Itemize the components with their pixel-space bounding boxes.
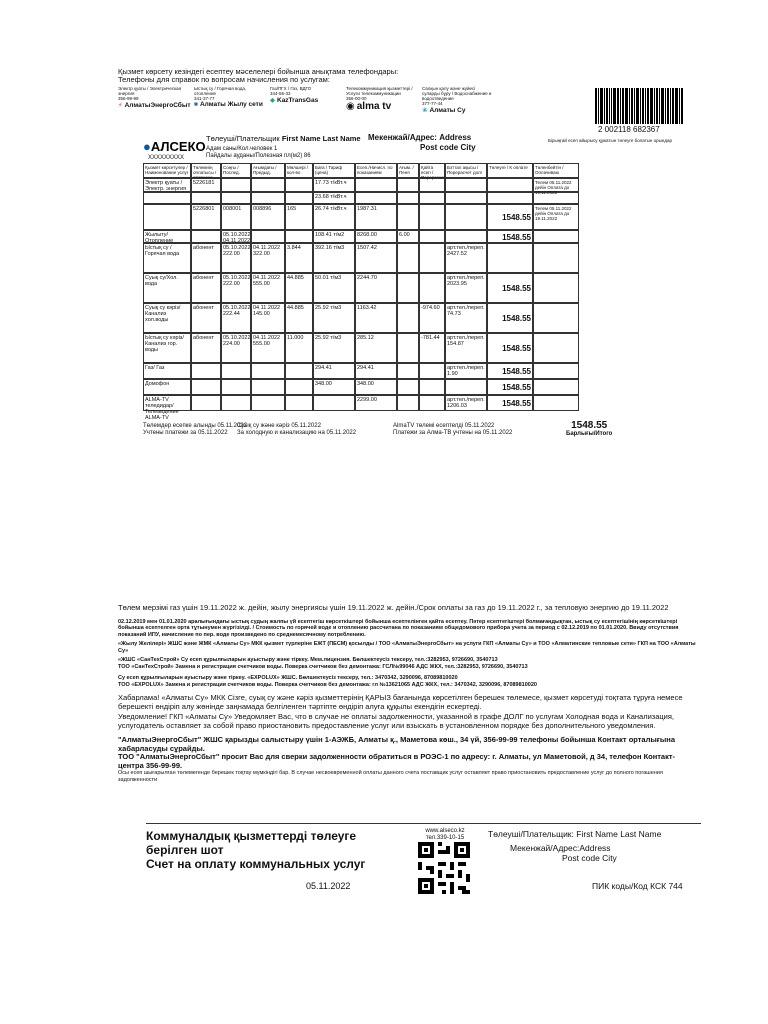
table-cell-note <box>533 303 579 333</box>
table-cell-counter <box>191 379 221 395</box>
bottom-address: Мекенжай/Адрес:Address <box>510 843 611 853</box>
table-cell-curr: 008896 <box>251 204 285 230</box>
table-cell-debt: арт.тел./переп. 74.73 <box>445 303 487 333</box>
table-cell-counter <box>191 395 221 411</box>
table-cell-counter: 5226801 <box>191 204 221 230</box>
table-cell-curr <box>251 379 285 395</box>
provider-name: Телекоммуникация қызметтері / Услуги телекоммуникации <box>346 86 413 96</box>
table-cell-note: Телем 05.11.2022 дейін Оплата до 19.11.2022 <box>533 204 579 230</box>
provider-item <box>346 86 418 114</box>
table-header-cell: Мөлшері / кол-во <box>285 163 313 178</box>
table-cell-pay: 1548.55 <box>487 395 533 411</box>
provider-logo: ⚡ АлматыЭнергоСбыт <box>118 101 191 109</box>
table-cell-pay: 1548.55 <box>487 333 533 363</box>
provider-phone: 344-55-33 <box>270 91 291 96</box>
table-cell-penalty <box>397 178 419 192</box>
table-cell-recalc <box>419 273 445 303</box>
table-cell-penalty <box>397 204 419 230</box>
footer-right: AlmaTV төлемі есептелді 05.11.2022 Платежи за Алма-ТВ учтены на 05.11.2022 <box>393 423 513 436</box>
deadline-note: Төлем мерзімі газ үшін 19.11.2022 ж. дейін, жылу энергиясы үшін 19.11.2022 ж. дейін./Срок оплаты за газ до 19.11.2022 г., за тепловую энергию до 19.11.2022 <box>118 603 669 612</box>
table-cell-debt <box>445 230 487 243</box>
table-cell-service: Жылыту/ Отопление <box>143 230 191 243</box>
table-cell-pay: 1548.55 <box>487 204 533 230</box>
table-cell-pay: 1548.55 <box>487 230 533 243</box>
table-cell-penalty: 6.00 <box>397 230 419 243</box>
residents: Адам саны/Кол.человек 1 <box>206 146 278 152</box>
invoice-title-ru: Счет на оплату коммунальных услуг <box>146 857 366 871</box>
table-cell-qty <box>285 192 313 204</box>
table-cell-recalc: -974.60 <box>419 303 445 333</box>
notes-section <box>118 604 698 783</box>
table-cell-debt <box>445 204 487 230</box>
barcode-number: 2 002118 682367 <box>598 125 660 134</box>
table-cell-accrued: 2299.00 <box>355 395 397 411</box>
table-cell-curr: 04.11.2022 555.00 <box>251 333 285 363</box>
table-cell-debt <box>445 178 487 192</box>
provider-name: Салқын қалу және жүйесі суларды бұру / Водоснабжение и водоотведение <box>422 86 492 101</box>
invoice-title-kz-2: берілген шот <box>146 843 224 857</box>
table-cell-note <box>533 230 579 243</box>
table-cell-pay: 1548.55 <box>487 273 533 303</box>
table-cell-note: Телем 05.11.2022 дейін Оплата до 19.11.2022 <box>533 178 579 192</box>
table-cell-tariff: 348.00 <box>313 379 355 395</box>
footer-left: Төлемдер есепке алынды 05.11.2022 Учтены платежи за 05.11.2022 <box>143 423 247 436</box>
table-cell-tariff: 50.01 т/м3 <box>313 273 355 303</box>
payer-label: Төлеуші/Плательщик <box>206 134 280 143</box>
table-cell-counter: абонент <box>191 303 221 333</box>
table-cell-tariff: 26.74 т/кВт.ч <box>313 204 355 230</box>
table-cell-note <box>533 363 579 379</box>
table-header-cell: Қызмет көрсетулер / Наименование услуг <box>143 163 191 178</box>
table-cell-prev <box>221 192 251 204</box>
table-cell-accrued: 1507.42 <box>355 243 397 273</box>
grand-total-value: 1548.55 <box>571 420 608 431</box>
table-cell-service <box>143 204 191 230</box>
footer-mid: Суық су және кәріз 05.11.2022 За холодную и канализацию на 05.11.2022 <box>237 423 357 436</box>
invoice-title-kz-1: Коммуналдық қызметтерді төлеуге <box>146 829 357 843</box>
bottom-post-city: Post code City <box>562 853 617 863</box>
table-cell-accrued: 2244.70 <box>355 273 397 303</box>
provider-logo: ■ Алматы Жылу сети <box>194 101 263 108</box>
table-cell-note <box>533 333 579 363</box>
table-cell-note <box>533 243 579 273</box>
table-cell-recalc: -781.44 <box>419 333 445 363</box>
address-line <box>368 134 471 143</box>
table-cell-tariff: 294.41 <box>313 363 355 379</box>
area: Пайдалы ауданы/Полезная пл(м2) 86 <box>206 153 311 159</box>
table-cell-recalc <box>419 192 445 204</box>
site: www.alseco.kz тел.339-10-15 <box>425 828 465 841</box>
provider-item <box>270 86 342 114</box>
table-cell-recalc <box>419 395 445 411</box>
table-cell-curr <box>251 178 285 192</box>
table-cell-qty <box>285 230 313 243</box>
table-cell-penalty <box>397 333 419 363</box>
bottom-payer: Төлеуші/Плательщик: First Name Last Name <box>488 829 662 839</box>
table-cell-debt <box>445 192 487 204</box>
phones-header <box>118 68 498 84</box>
provider-name: Ыстық су / Горячая вода, отопление <box>194 86 247 96</box>
table-cell-penalty <box>397 363 419 379</box>
table-cell-tariff: 392.16 т/м3 <box>313 243 355 273</box>
table-cell-penalty <box>397 192 419 204</box>
table-cell-debt <box>445 379 487 395</box>
table-cell-prev <box>221 178 251 192</box>
table-cell-penalty <box>397 379 419 395</box>
table-cell-recalc <box>419 230 445 243</box>
table-cell-prev <box>221 395 251 411</box>
table-cell-service: Домофон <box>143 379 191 395</box>
note-p11: Осы есеп шығарылған төлемегенде берешек тоқтау мүмкіндігі бар. В случае несвоевременной оплаты данного счета поставщик услуг оставляет право приостановить предоставление услуг до полного погашения задолженности <box>118 770 663 783</box>
grand-total <box>566 420 612 438</box>
post-city: Post code City <box>420 143 476 152</box>
note-p2: «Жылу Желілері» ЖШС және ЖМК «Алматы Су» МКК қызмет түрлеріне ЕЖТ (ПЕСМ) қосылды / ТОО «АлматыЭнергоСбыт» на услуги ГКП «Алматы Су» и ТОО «Алматинские тепловые сети» ГКП на ТОО «Алматы Су» <box>118 641 696 654</box>
account-number: XXXXXXXXX <box>148 155 185 161</box>
table-cell-penalty <box>397 273 419 303</box>
provider-list <box>118 86 498 114</box>
provider-phone: 356-00-00 <box>346 96 367 101</box>
table-cell-penalty <box>397 243 419 273</box>
table-cell-debt: арт.тел./переп. 2023.95 <box>445 273 487 303</box>
table-cell-service: Электр қуаты / Электр. энергия <box>143 178 191 192</box>
provider-item <box>194 86 266 114</box>
table-cell-curr: 04.11.2022 555.00 <box>251 273 285 303</box>
table-cell-penalty <box>397 395 419 411</box>
table-cell-counter: абонент <box>191 333 221 363</box>
table-header-cell: Төлемнің оплатысы / оплачено <box>191 163 221 178</box>
table-cell-service: ALMA-TV теледидар/ Телевидение ALMA-TV <box>143 395 191 411</box>
invoice-date: 05.11.2022 <box>306 881 351 891</box>
table-header-cell: Ағымдағы / Предыд. <box>251 163 285 178</box>
note-p1: 02.12.2019 мен 01.01.2020 аралығындағы ыстық судың жалпы үй есептегіш көрсеткіштері бойынша есептелінген қайта есептеу. Пәтер есептегіштері болмағандықтан, ыстық су есептегішінің көрсеткіштері бойынша есептелген орта тұтынумен жүргізілді. / Стоимость по горячей воде и отоплению рассчитана по показаниям общедомового прибора учета за период с 02.12.2019 по 01.01.2020. Ввиду отсутствия показаний ИПУ, начисление по пер. воде произведено по среднемесячному потреблению. <box>118 618 679 638</box>
note-p6: ТОО «EXPOLUX» Замена и регистрация счетчиков воды. Поверка счетчиков без демонтажа: гл №13621065 АДС ЖКХ, тел.: 3470342, 3290096, 87089810020 <box>118 681 537 688</box>
table-header-cell: Қайта есеп / Перерасчет <box>421 165 446 180</box>
table-cell-debt: арт.тел./переп. 1206.03 <box>445 395 487 411</box>
table-cell-qty: 44.885 <box>285 273 313 303</box>
note-p9: "АлматыЭнергоСбыт" ЖШС қарызды салыстыру үшін 1-АЭЖБ, Алматы қ., Маметова көш., 34 үй, 356-99-99 телефоны бойынша Контакт орталығына хабарласуды сұрайды. <box>118 735 675 753</box>
table-cell-prev: 05.10.2022 222.00 <box>221 273 251 303</box>
note-p3: «ЖШС «СанТехСтрой» Су есеп құрылғыларын ауыстыру және тіркеу. Мем.лицензия. Бөлшектеусіз тексеру, тел.:3282953, 9726690, 3540713 <box>118 657 498 663</box>
table-cell-curr <box>251 395 285 411</box>
table-header-cell: Төленбейтін / Оплачиваю <box>533 163 579 178</box>
table-cell-service: Суық су кәріз/Канализ хол.воды <box>143 303 191 333</box>
table-cell-counter <box>191 363 221 379</box>
table-header-cell: Төлеуге / К оплате <box>487 163 533 178</box>
table-header-cell: Соңғы / Послед. <box>221 163 251 178</box>
table-cell-prev: 05.10.2022 224.00 <box>221 333 251 363</box>
table-header-cell: Баға / Тариф (цена) <box>313 163 355 178</box>
table-cell-prev: 05.10.2022 222.00 <box>221 243 251 273</box>
table-cell-qty <box>285 178 313 192</box>
table-cell-prev: 05.10.2022-04.11.2022 <box>223 232 253 244</box>
provider-phone: 341-37-77 <box>194 96 215 101</box>
table-cell-debt: арт.тел./переп. 154.87 <box>445 333 487 363</box>
table-cell-pay <box>487 243 533 273</box>
table-cell-curr <box>251 192 285 204</box>
table-cell-note <box>533 192 579 204</box>
table-cell-curr: 04.11.2022 145.00 <box>251 303 285 333</box>
table-cell-qty <box>285 395 313 411</box>
table-cell-debt: арт.тел./переп. 2427.52 <box>445 243 487 273</box>
table-cell-accrued: 1163.42 <box>355 303 397 333</box>
charges-table <box>143 163 698 425</box>
table-cell-service: Ыстық су кәріз/Канализ гор. воды <box>143 333 191 363</box>
table-cell-accrued: 8268.00 <box>355 230 397 243</box>
table-cell-service: Суық су/Хол. вода <box>143 273 191 303</box>
invoice-title <box>146 829 406 871</box>
table-cell-note <box>533 273 579 303</box>
table-cell-accrued: 348.00 <box>355 379 397 395</box>
table-cell-tariff: 25.92 т/м3 <box>313 303 355 333</box>
divider <box>146 823 701 824</box>
table-cell-recalc <box>419 178 445 192</box>
provider-logo: ◉ alma tv <box>346 101 392 112</box>
company-logo: ●АЛСЕКО <box>143 139 206 154</box>
table-cell-qty <box>285 363 313 379</box>
pik-code: ПИК коды/Код КСК 744 <box>592 881 683 891</box>
table-cell-qty: 165 <box>285 204 313 230</box>
table-cell-prev <box>221 379 251 395</box>
table-cell-pay <box>487 178 533 192</box>
table-cell-counter: 5226181 <box>191 178 221 192</box>
table-cell-debt: арт.тел./переп. 1.90 <box>445 363 487 379</box>
table-cell-curr <box>251 363 285 379</box>
table-cell-recalc <box>419 363 445 379</box>
provider-name: Электр қуаты / Электрическая энергия <box>118 86 182 96</box>
table-cell-prev <box>221 363 251 379</box>
provider-name: Газ/ПГХ / Газ, ВДГО <box>270 86 312 91</box>
table-header-cell: Есеп./Начисл. по показаниям <box>355 163 397 178</box>
table-cell-tariff: 108.41 т/м2 <box>313 230 355 243</box>
provider-item <box>422 86 494 114</box>
phones-title-ru: Телефоны для справок по вопросам начисления по услугам: <box>118 75 330 84</box>
provider-logo: ❀ Алматы Су <box>422 106 466 114</box>
table-cell-curr: 04.11.2022 322.00 <box>251 243 285 273</box>
table-cell-accrued: 294.41 <box>355 363 397 379</box>
provider-phone: 377-77-44 <box>422 101 443 106</box>
table-cell-recalc <box>419 243 445 273</box>
table-cell-recalc <box>419 379 445 395</box>
note-p10: ТОО "АлматыЭнергоСбыт" просит Вас для сверки задолженности обратиться в РОЭС-1 по адресу: г. Алматы, ул Маметовой, д 34, телефон Контакт-центра 356-99-99. <box>118 752 676 770</box>
table-cell-service: Ыстық су / Горячая вода <box>143 243 191 273</box>
provider-item <box>118 86 190 114</box>
table-cell-qty: 3.844 <box>285 243 313 273</box>
payment-places-note: Бірыңғай есеп айырысу құжатын төлеуге болатын орындар <box>548 138 673 143</box>
payer-name: First Name Last Name <box>281 134 361 143</box>
table-cell-counter <box>191 192 221 204</box>
table-cell-prev: 05.10.2022 222.44 <box>221 303 251 333</box>
table-cell-accrued <box>355 192 397 204</box>
table-cell-tariff: 23.68 т/кВт.ч <box>313 192 355 204</box>
table-cell-counter: абонент <box>191 273 221 303</box>
table-cell-qty <box>285 379 313 395</box>
table-cell-pay <box>487 192 533 204</box>
table-cell-tariff: 17.73 т/кВт.ч <box>313 178 355 192</box>
barcode <box>595 88 684 124</box>
table-cell-counter <box>191 230 221 243</box>
address-value: Address <box>439 133 472 142</box>
table-cell-pay: 1548.55 <box>487 379 533 395</box>
table-cell-tariff: 25.92 т/м3 <box>313 333 355 363</box>
table-cell-accrued: 285.12 <box>355 333 397 363</box>
table-cell-accrued: 1987.31 <box>355 204 397 230</box>
table-header-cell: Бэттал ақысы / Перерасчет долг <box>445 163 487 178</box>
note-p5: Су есеп құрылғыларын ауыстыру және тіркеу. «EXPOLUX» ЖШС. Бөлшектеусіз тексеру, тел.: 3470342, 3290096, 87089810020 <box>118 675 458 681</box>
provider-logo: ◆ KazTransGas <box>270 96 319 104</box>
table-cell-curr <box>251 230 285 243</box>
note-p7: Хабарлама! «Алматы Су» МКК Сізге, суық су және кәріз қызметтерінің ҚАРЫЗ бағанында көрсетілген берешек төлемесе, қызмет көрсетуді тоқтата тұруға немесе берешекті өндіріп алу жөнінде заңнамада белгіленген тәртіпте өндіріп алуға құқылы екендігін ескертеді. <box>118 693 683 711</box>
phones-title-kz: Қызмет көрсету кезіндегі есептеу мәселелері бойынша анықтама телефондары: <box>118 67 399 76</box>
table-cell-note <box>533 379 579 395</box>
note-p8: Уведомление! ГКП «Алматы Су» Уведомляет Вас, что в случае не оплаты задолженности, указанной в графе ДОЛГ по услугам Холодная вода и Канализация, услугодатель оставляет за собой право приостановить предоставление услуг или взыскать в установленном порядке без дополнительного уведомления. <box>118 712 675 730</box>
payer-line <box>206 135 361 144</box>
table-cell-note <box>533 395 579 411</box>
table-cell-service <box>143 192 191 204</box>
table-cell-accrued <box>355 178 397 192</box>
address-label: Мекенжай/Адрес: <box>368 133 437 142</box>
table-cell-tariff <box>313 395 355 411</box>
table-cell-service: Газ/ Газ <box>143 363 191 379</box>
table-cell-qty: 44.885 <box>285 303 313 333</box>
note-p4: ТОО «СанТехСтрой» Замена и регистрация счетчиков воды. Поверка счетчиков без демонтажа: ГСЛ№99046 АДС ЖКХ, тел.:3282953, 9726690, 3540713 <box>118 663 528 670</box>
table-cell-pay: 1548.55 <box>487 303 533 333</box>
table-header-cell: Ағым. / Пеня <box>397 163 419 178</box>
table-cell-prev: 008001 <box>221 204 251 230</box>
table-cell-pay: 1548.55 <box>487 363 533 379</box>
table-cell-qty: 11.000 <box>285 333 313 363</box>
qr-code <box>418 842 470 894</box>
table-cell-recalc <box>419 204 445 230</box>
provider-phone: 356-99-99 <box>118 96 139 101</box>
table-cell-penalty <box>397 303 419 333</box>
grand-total-label: Барлығы/Итого <box>566 431 613 437</box>
table-cell-counter: абонент <box>191 243 221 273</box>
